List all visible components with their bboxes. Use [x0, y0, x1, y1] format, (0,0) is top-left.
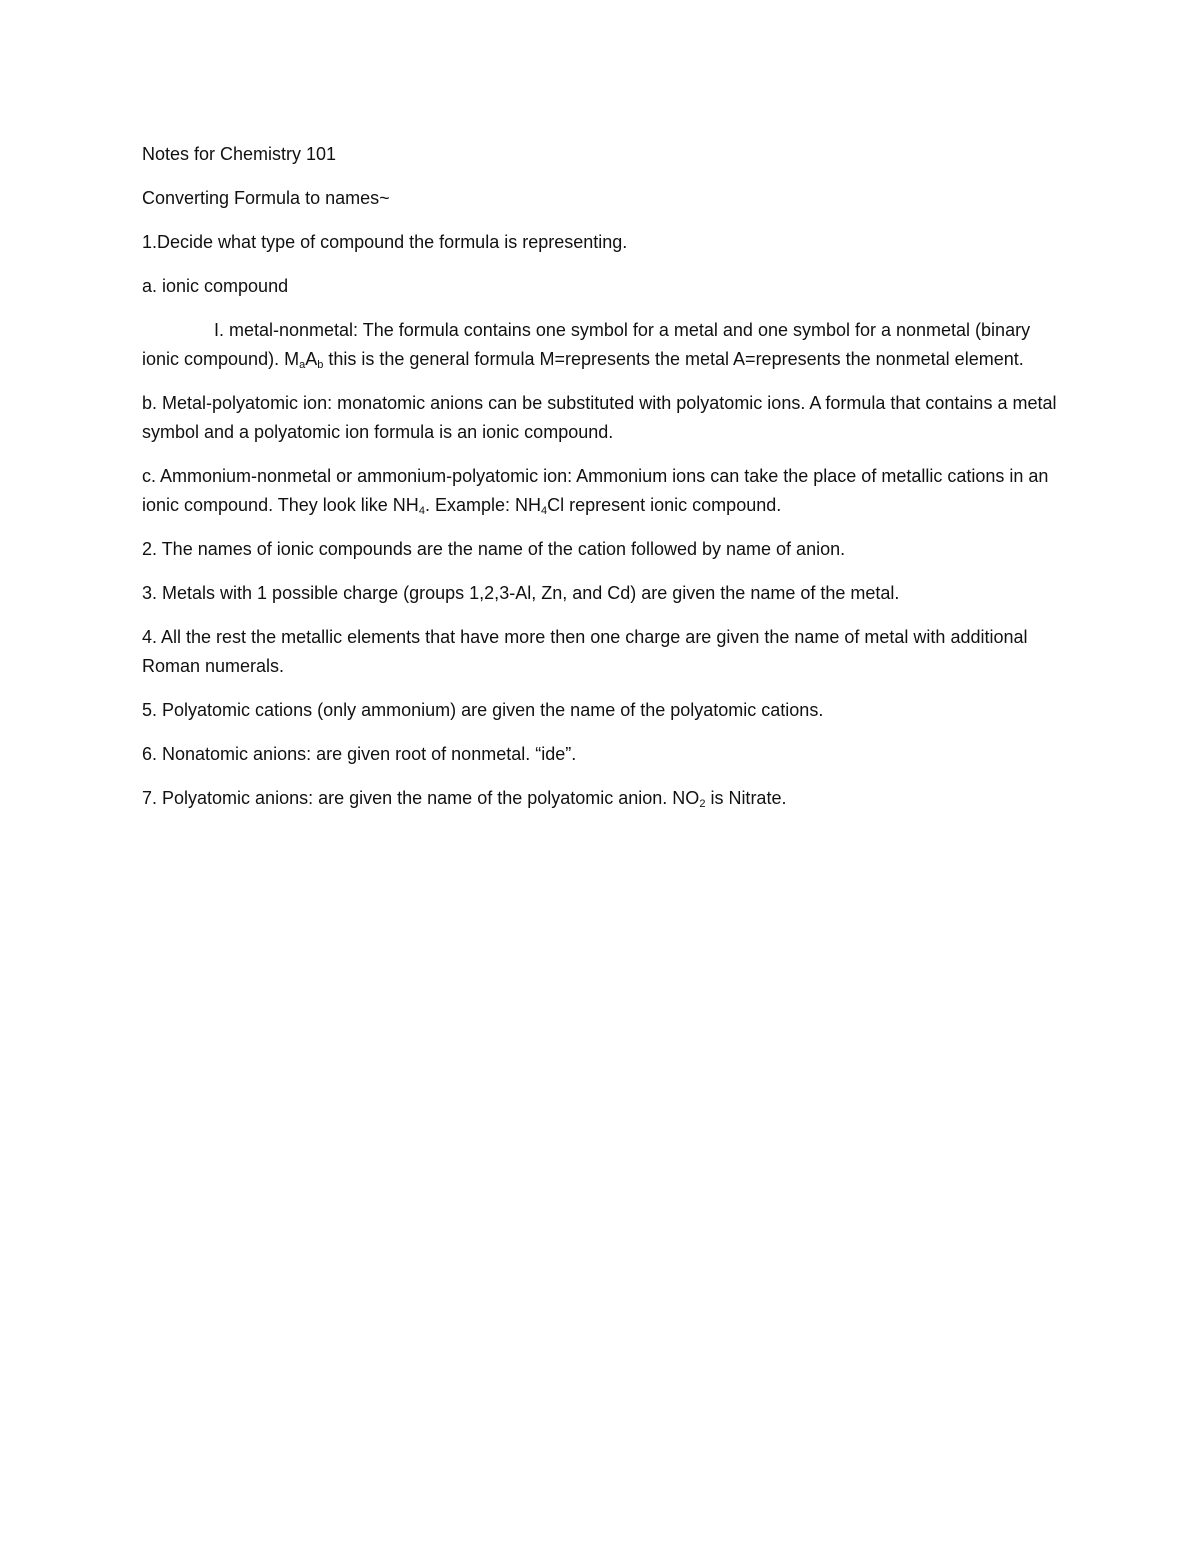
step-4: 4. All the rest the metallic elements that have more then one charge are given the name of metal with additional Roman numerals.: [142, 627, 1028, 676]
step-1: 1.Decide what type of compound the formula is representing.: [142, 232, 628, 252]
step-7-text-before: 7. Polyatomic anions: are given the name of the polyatomic anion. NO: [142, 788, 700, 808]
document-body: [142, 140, 1062, 828]
subscript-2: 2: [699, 798, 706, 810]
step-6: 6. Nonatomic anions: are given root of nonmetal. “ide”.: [142, 744, 577, 764]
item-c-text-after: Cl represent ionic compound.: [547, 495, 782, 515]
document-title: Notes for Chemistry 101: [142, 144, 337, 164]
item-i: [142, 316, 1062, 374]
step-7-text-after: is Nitrate.: [705, 788, 787, 808]
subscript-4-first: 4: [418, 505, 425, 517]
step-3: 3. Metals with 1 possible charge (groups 1,2,3-Al, Zn, and Cd) are given the name of the metal.: [142, 583, 900, 603]
step-7: [142, 784, 1062, 813]
step-5: 5. Polyatomic cations (only ammonium) are given the name of the polyatomic cations.: [142, 700, 824, 720]
step-2: 2. The names of ionic compounds are the name of the cation followed by name of anion.: [142, 539, 846, 559]
item-i-text-before: I. metal-nonmetal: The formula contains one symbol for a metal and one symbol for a nonmetal (binary ionic compound). M: [142, 320, 1031, 369]
subscript-4-second: 4: [540, 505, 548, 517]
item-c: [142, 462, 1062, 520]
item-i-mid: A: [305, 349, 318, 369]
item-c-text-before: c. Ammonium-nonmetal or ammonium-polyatomic ion: Ammonium ions can take the place of metallic cations in an ionic compound. They look like NH: [142, 466, 1049, 515]
item-i-text-after: this is the general formula M=represents the metal A=represents the nonmetal element.: [323, 349, 1024, 369]
item-b: b. Metal-polyatomic ion: monatomic anions can be substituted with polyatomic ions. A formula that contains a metal symbol and a polyatomic ion formula is an ionic compound.: [142, 393, 1057, 442]
subscript-a: a: [299, 359, 306, 371]
subscript-b: b: [317, 359, 324, 371]
section-heading: Converting Formula to names~: [142, 188, 390, 208]
item-a: a. ionic compound: [142, 276, 289, 296]
item-c-text-mid: . Example: NH: [424, 495, 541, 515]
